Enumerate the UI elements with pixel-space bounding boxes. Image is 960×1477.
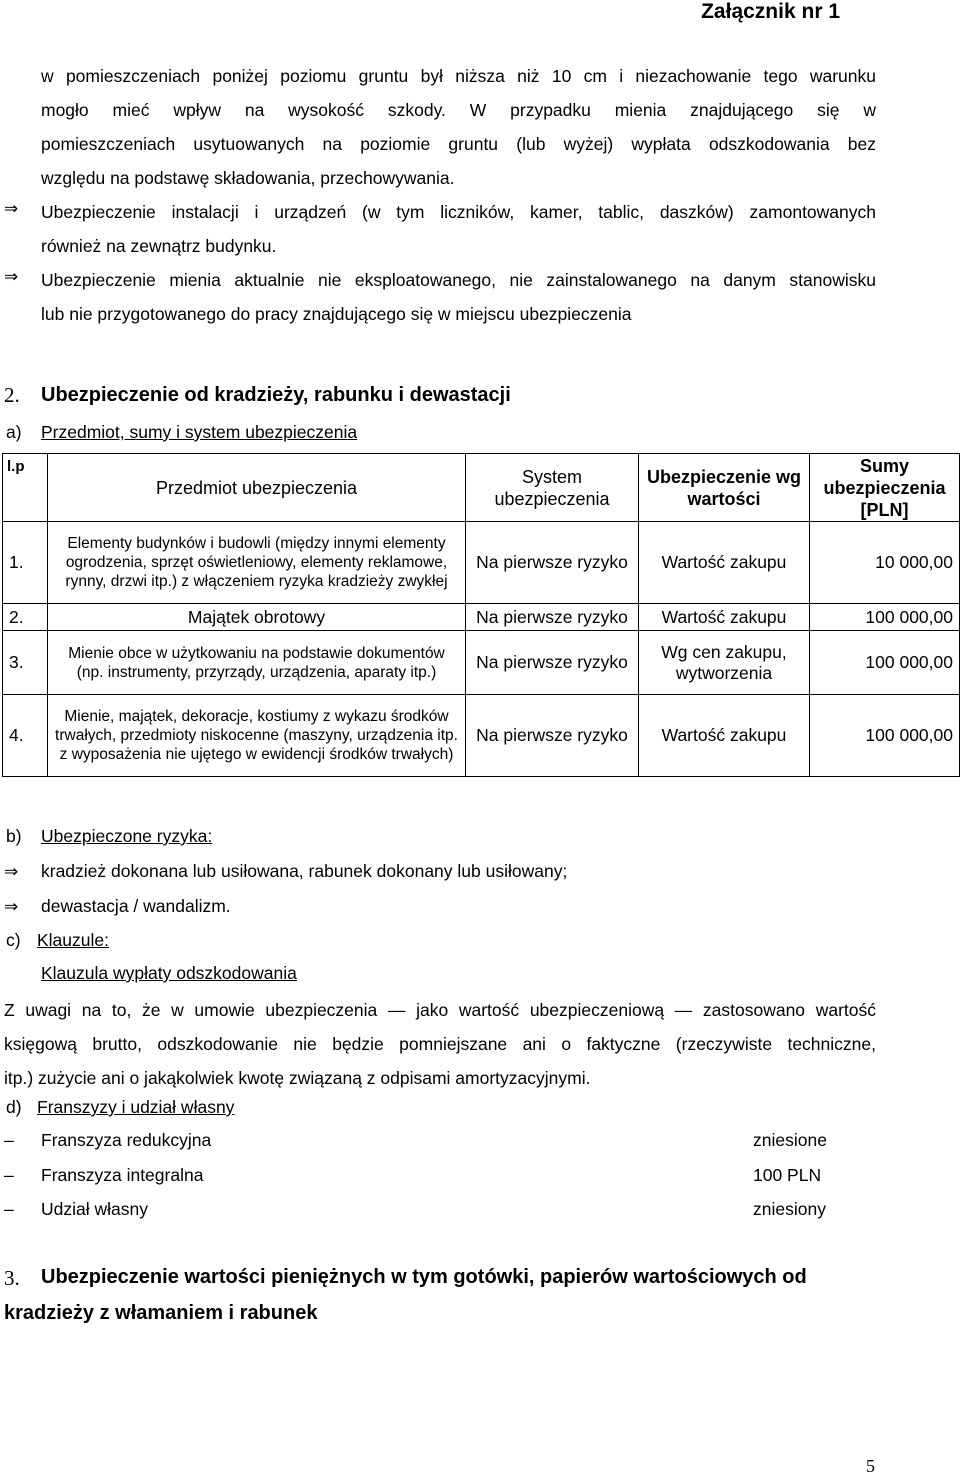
cell-sum: 10 000,00 — [810, 522, 960, 604]
attachment-title: Załącznik nr 1 — [701, 0, 840, 23]
cell-lp: 2. — [3, 604, 48, 631]
section-2-heading — [4, 383, 20, 408]
intro-line: mogło mieć wpływ na wysokość szkody. W przypadku mienia znajdującego się w — [41, 100, 876, 120]
franchise-value: zniesione — [753, 1130, 827, 1150]
franchise-name: Franszyza integralna — [41, 1165, 204, 1185]
cell-system: Na pierwsze ryzyko — [466, 604, 639, 631]
arrow-icon: ⇒ — [4, 199, 19, 219]
cell-system: Na pierwsze ryzyko — [466, 695, 639, 777]
clause-paragraph — [4, 993, 876, 1095]
subsection-b-title: Ubezpieczone ryzyka: — [41, 826, 213, 846]
section-3-title-line: kradzieży z włamaniem i rabunek — [4, 1302, 318, 1324]
cell-subject: Elementy budynków i budowli (między innymi elementy ogrodzenia, sprzęt oświetleniowy, elementy reklamowe, rynny, drzwi itp.) z włączeniem ryzyka kradzieży zwykłej — [48, 522, 466, 604]
cell-sum: 100 000,00 — [810, 631, 960, 695]
cell-value: Wartość zakupu — [639, 522, 810, 604]
franchise-item — [0, 1130, 900, 1154]
bullet-line: lub nie przygotowanego do pracy znajdującego się w miejscu ubezpieczenia — [41, 304, 632, 324]
arrow-icon: ⇒ — [4, 267, 19, 287]
subsection-d-label: d) — [6, 1097, 22, 1117]
bullet-item — [0, 195, 880, 263]
cell-lp: 4. — [3, 695, 48, 777]
intro-line: pomieszczeniach usytuowanych na poziomie gruntu (lub wyżej) wypłata odszkodowania bez — [41, 134, 876, 154]
insurance-table — [2, 453, 960, 777]
section-number: 2. — [4, 383, 20, 407]
risk-text: dewastacja / wandalizm. — [41, 896, 231, 916]
dash-icon: – — [4, 1165, 14, 1185]
dash-icon: – — [4, 1130, 14, 1150]
cell-lp: 3. — [3, 631, 48, 695]
table-row — [3, 604, 960, 631]
cell-subject: Mienie, majątek, dekoracje, kostiumy z wykazu środków trwałych, przedmioty niskocenne (maszyny, urządzenia itp. z wyposażenia nie ujętego w ewidencji środków trwałych) — [48, 695, 466, 777]
franchise-value: 100 PLN — [753, 1165, 822, 1185]
bullet-line: Ubezpieczenie instalacji i urządzeń (w tym liczników, kamer, tablic, daszków) zamontowanych — [41, 202, 876, 222]
clause-title: Klauzula wypłaty odszkodowania — [41, 963, 297, 983]
cell-subject: Majątek obrotowy — [48, 604, 466, 631]
franchise-value: zniesiony — [753, 1199, 826, 1219]
franchise-item — [0, 1199, 900, 1223]
cell-value: Wg cen zakupu, wytworzenia — [639, 631, 810, 695]
clause-line: księgową brutto, odszkodowanie nie będzie pomniejszane ani o faktyczne (rzeczywiste techniczne, — [4, 1034, 876, 1054]
intro-line: względu na podstawę składowania, przechowywania. — [41, 168, 455, 188]
header-lp: l.p — [3, 454, 48, 522]
bullet-item — [0, 263, 880, 331]
table-row — [3, 695, 960, 777]
header-sum: Sumy ubezpieczenia [PLN] — [810, 454, 960, 522]
subsection-c-label: c) — [6, 930, 21, 950]
bullet-line: również na zewnątrz budynku. — [41, 236, 277, 256]
clause-line: Z uwagi na to, że w umowie ubezpieczenia — jako wartość ubezpieczeniową — zastosowano wartość — [4, 1000, 876, 1020]
subsection-d-title: Franszyzy i udział własny — [37, 1097, 235, 1117]
arrow-icon: ⇒ — [4, 862, 19, 882]
arrow-icon: ⇒ — [4, 897, 19, 917]
cell-value: Wartość zakupu — [639, 695, 810, 777]
subsection-a-title: Przedmiot, sumy i system ubezpieczenia — [41, 422, 358, 442]
section-3-title-line: Ubezpieczenie wartości pieniężnych w tym gotówki, papierów wartościowych od — [41, 1266, 807, 1288]
cell-value: Wartość zakupu — [639, 604, 810, 631]
franchise-name: Udział własny — [41, 1199, 148, 1219]
franchise-item — [0, 1165, 900, 1189]
cell-sum: 100 000,00 — [810, 695, 960, 777]
section-number: 3. — [4, 1266, 20, 1290]
franchise-name: Franszyza redukcyjna — [41, 1130, 212, 1150]
risk-item — [0, 861, 700, 885]
risk-text: kradzież dokonana lub usiłowana, rabunek dokonany lub usiłowany; — [41, 861, 568, 881]
subsection-b-label: b) — [6, 826, 22, 846]
header-system: System ubezpieczenia — [466, 454, 639, 522]
cell-system: Na pierwsze ryzyko — [466, 522, 639, 604]
header-subject: Przedmiot ubezpieczenia — [48, 454, 466, 522]
dash-icon: – — [4, 1199, 14, 1219]
bullet-line: Ubezpieczenie mienia aktualnie nie eksploatowanego, nie zainstalowanego na danym stanowisku — [41, 270, 876, 290]
cell-lp: 1. — [3, 522, 48, 604]
table-row — [3, 522, 960, 604]
header-value: Ubezpieczenie wg wartości — [639, 454, 810, 522]
section-3-heading — [4, 1266, 20, 1291]
table-row — [3, 631, 960, 695]
cell-subject: Mienie obce w użytkowaniu na podstawie dokumentów (np. instrumenty, przyrządy, urządzenia, aparaty itp.) — [48, 631, 466, 695]
subsection-c-title: Klauzule: — [37, 930, 109, 950]
risk-item — [0, 896, 700, 920]
section-2-title: Ubezpieczenie od kradzieży, rabunku i dewastacji — [41, 384, 511, 406]
intro-line: w pomieszczeniach poniżej poziomu gruntu był niższa niż 10 cm i niezachowanie tego warunku — [41, 66, 876, 86]
subsection-a-label: a) — [6, 422, 22, 442]
table-header-row — [3, 454, 960, 522]
cell-system: Na pierwsze ryzyko — [466, 631, 639, 695]
cell-sum: 100 000,00 — [810, 604, 960, 631]
intro-paragraph — [41, 59, 876, 195]
page-number: 5 — [866, 1456, 875, 1476]
clause-line: itp.) zużycie ani o jakąkolwiek kwotę związaną z odpisami amortyzacyjnymi. — [4, 1068, 591, 1088]
